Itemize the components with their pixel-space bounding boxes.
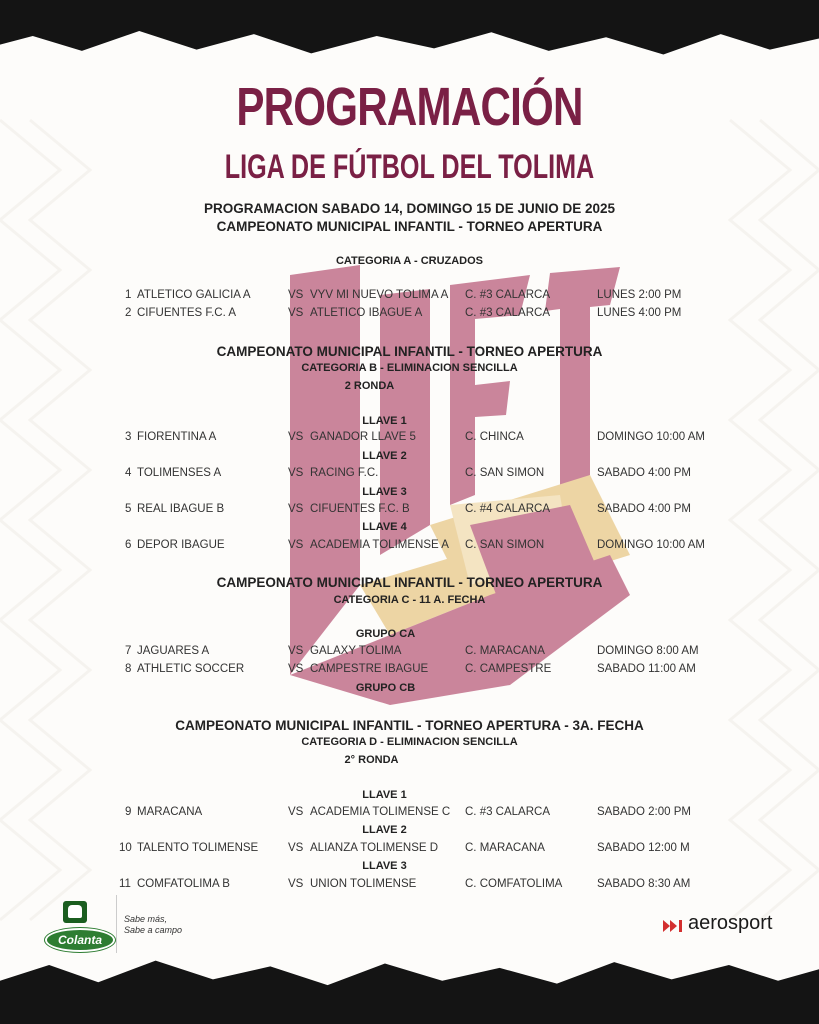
vs-label: VS	[288, 431, 304, 443]
match-time: DOMINGO 10:00 AM	[597, 539, 706, 551]
venue: C. SAN SIMON	[465, 539, 545, 551]
venue: C. CAMPESTRE	[465, 663, 552, 675]
group-ca-heading: GRUPO CA	[355, 628, 416, 640]
venue: C. #3 CALARCA	[465, 307, 551, 319]
category-b-heading: CATEGORIA B - ELIMINACION SENCILLA	[301, 362, 518, 374]
venue: C. MARACANA	[465, 645, 545, 657]
round-d-heading: 2° RONDA	[344, 754, 399, 766]
match-number: 7	[125, 645, 132, 657]
match-row	[0, 645, 819, 661]
home-team: TOLIMENSES A	[137, 467, 222, 479]
match-number: 5	[125, 503, 132, 515]
match-time: SABADO 8:30 AM	[597, 878, 691, 890]
match-row	[0, 307, 819, 323]
vs-label: VS	[288, 289, 304, 301]
llave-label: LLAVE 2	[362, 824, 407, 836]
away-team: RACING F.C.	[310, 467, 379, 479]
home-team: DEPOR IBAGUE	[137, 539, 225, 551]
home-team: ATLETICO GALICIA A	[137, 289, 251, 301]
slogan-line-1: Sabe más,	[124, 914, 168, 924]
match-number: 4	[125, 467, 132, 479]
aerosport-logo: aerosport	[688, 912, 773, 934]
match-time: SABADO 11:00 AM	[597, 663, 696, 675]
match-number: 2	[125, 307, 132, 319]
venue: C. #3 CALARCA	[465, 806, 551, 818]
home-team: JAGUARES A	[137, 645, 210, 657]
vs-label: VS	[288, 307, 304, 319]
match-time: SABADO 4:00 PM	[597, 503, 691, 515]
vs-label: VS	[288, 467, 304, 479]
vs-label: VS	[288, 663, 304, 675]
venue: C. #3 CALARCA	[465, 289, 551, 301]
match-time: SABADO 12:00 M	[597, 842, 690, 854]
venue: C. SAN SIMON	[465, 467, 545, 479]
match-row	[0, 467, 819, 483]
llave-label: LLAVE 3	[362, 860, 407, 872]
cow-icon	[63, 901, 87, 923]
match-time: SABADO 4:00 PM	[597, 467, 691, 479]
venue: C. CHINCA	[465, 431, 524, 443]
match-time: DOMINGO 8:00 AM	[597, 645, 699, 657]
home-team: TALENTO TOLIMENSE	[137, 842, 259, 854]
category-d-heading: CATEGORIA D - ELIMINACION SENCILLA	[301, 736, 518, 748]
slogan-line-2: Sabe a campo	[124, 925, 183, 935]
away-team: ACADEMIA TOLIMENSE A	[310, 539, 449, 551]
match-row	[0, 806, 819, 822]
vs-label: VS	[288, 645, 304, 657]
away-team: ATLETICO IBAGUE A	[310, 307, 423, 319]
match-row	[0, 878, 819, 894]
match-row	[0, 503, 819, 519]
llave-label: LLAVE 4	[362, 521, 407, 533]
away-team: CIFUENTES F.C. B	[310, 503, 410, 515]
tournament-heading-b: CAMPEONATO MUNICIPAL INFANTIL - TORNEO APERTURA	[216, 344, 603, 359]
venue: C. COMFATOLIMA	[465, 878, 563, 890]
dates-heading: PROGRAMACION SABADO 14, DOMINGO 15 DE JUNIO DE 2025	[203, 201, 616, 216]
tournament-heading: CAMPEONATO MUNICIPAL INFANTIL - TORNEO APERTURA	[216, 219, 603, 234]
tournament-heading-d: CAMPEONATO MUNICIPAL INFANTIL - TORNEO APERTURA - 3A. FECHA	[175, 718, 644, 733]
vs-label: VS	[288, 806, 304, 818]
page-subtitle: LIGA DE FÚTBOL DEL TOLIMA	[224, 148, 595, 186]
colanta-slogan	[124, 914, 214, 936]
tournament-heading-c: CAMPEONATO MUNICIPAL INFANTIL - TORNEO APERTURA	[216, 575, 603, 590]
away-team: UNION TOLIMENSE	[310, 878, 417, 890]
match-number: 9	[125, 806, 132, 818]
match-number: 3	[125, 431, 132, 443]
category-a-heading: CATEGORIA A - CRUZADOS	[335, 255, 484, 267]
match-number: 8	[125, 663, 132, 675]
home-team: CIFUENTES F.C. A	[137, 307, 237, 319]
home-team: REAL IBAGUE B	[137, 503, 225, 515]
match-row	[0, 539, 819, 555]
match-time: LUNES 2:00 PM	[597, 289, 682, 301]
match-time: LUNES 4:00 PM	[597, 307, 682, 319]
venue: C. MARACANA	[465, 842, 545, 854]
vs-label: VS	[288, 842, 304, 854]
llave-label: LLAVE 1	[362, 789, 407, 801]
category-c-heading: CATEGORIA C - 11 A. FECHA	[333, 594, 486, 606]
llave-label: LLAVE 2	[362, 450, 407, 462]
vs-label: VS	[288, 503, 304, 515]
away-team: CAMPESTRE IBAGUE	[310, 663, 429, 675]
page-title: PROGRAMACIÓN	[236, 77, 583, 137]
home-team: COMFATOLIMA B	[137, 878, 230, 890]
away-team: GALAXY TOLIMA	[310, 645, 402, 657]
aerosport-arrows-icon	[663, 919, 687, 933]
venue: C. #4 CALARCA	[465, 503, 551, 515]
home-team: MARACANA	[137, 806, 203, 818]
round-b-heading: 2 RONDA	[344, 380, 395, 392]
llave-label: LLAVE 3	[362, 486, 407, 498]
match-time: DOMINGO 10:00 AM	[597, 431, 706, 443]
match-number: 11	[119, 878, 131, 890]
sponsor-divider	[116, 895, 117, 953]
away-team: VYV MI NUEVO TOLIMA A	[310, 289, 449, 301]
match-row	[0, 663, 819, 679]
vs-label: VS	[288, 539, 304, 551]
match-row	[0, 431, 819, 447]
llave-label: LLAVE 1	[362, 415, 407, 427]
match-time: SABADO 2:00 PM	[597, 806, 691, 818]
vs-label: VS	[288, 878, 304, 890]
away-team: GANADOR LLAVE 5	[310, 431, 416, 443]
match-row	[0, 289, 819, 305]
colanta-wordmark: Colanta	[45, 928, 115, 952]
group-cb-heading: GRUPO CB	[355, 682, 416, 694]
match-number: 6	[125, 539, 132, 551]
match-number: 1	[125, 289, 132, 301]
home-team: FIORENTINA A	[137, 431, 217, 443]
away-team: ACADEMIA TOLIMENSE C	[310, 806, 451, 818]
away-team: ALIANZA TOLIMENSE D	[310, 842, 439, 854]
home-team: ATHLETIC SOCCER	[137, 663, 245, 675]
match-number: 10	[119, 842, 132, 854]
match-row	[0, 842, 819, 858]
